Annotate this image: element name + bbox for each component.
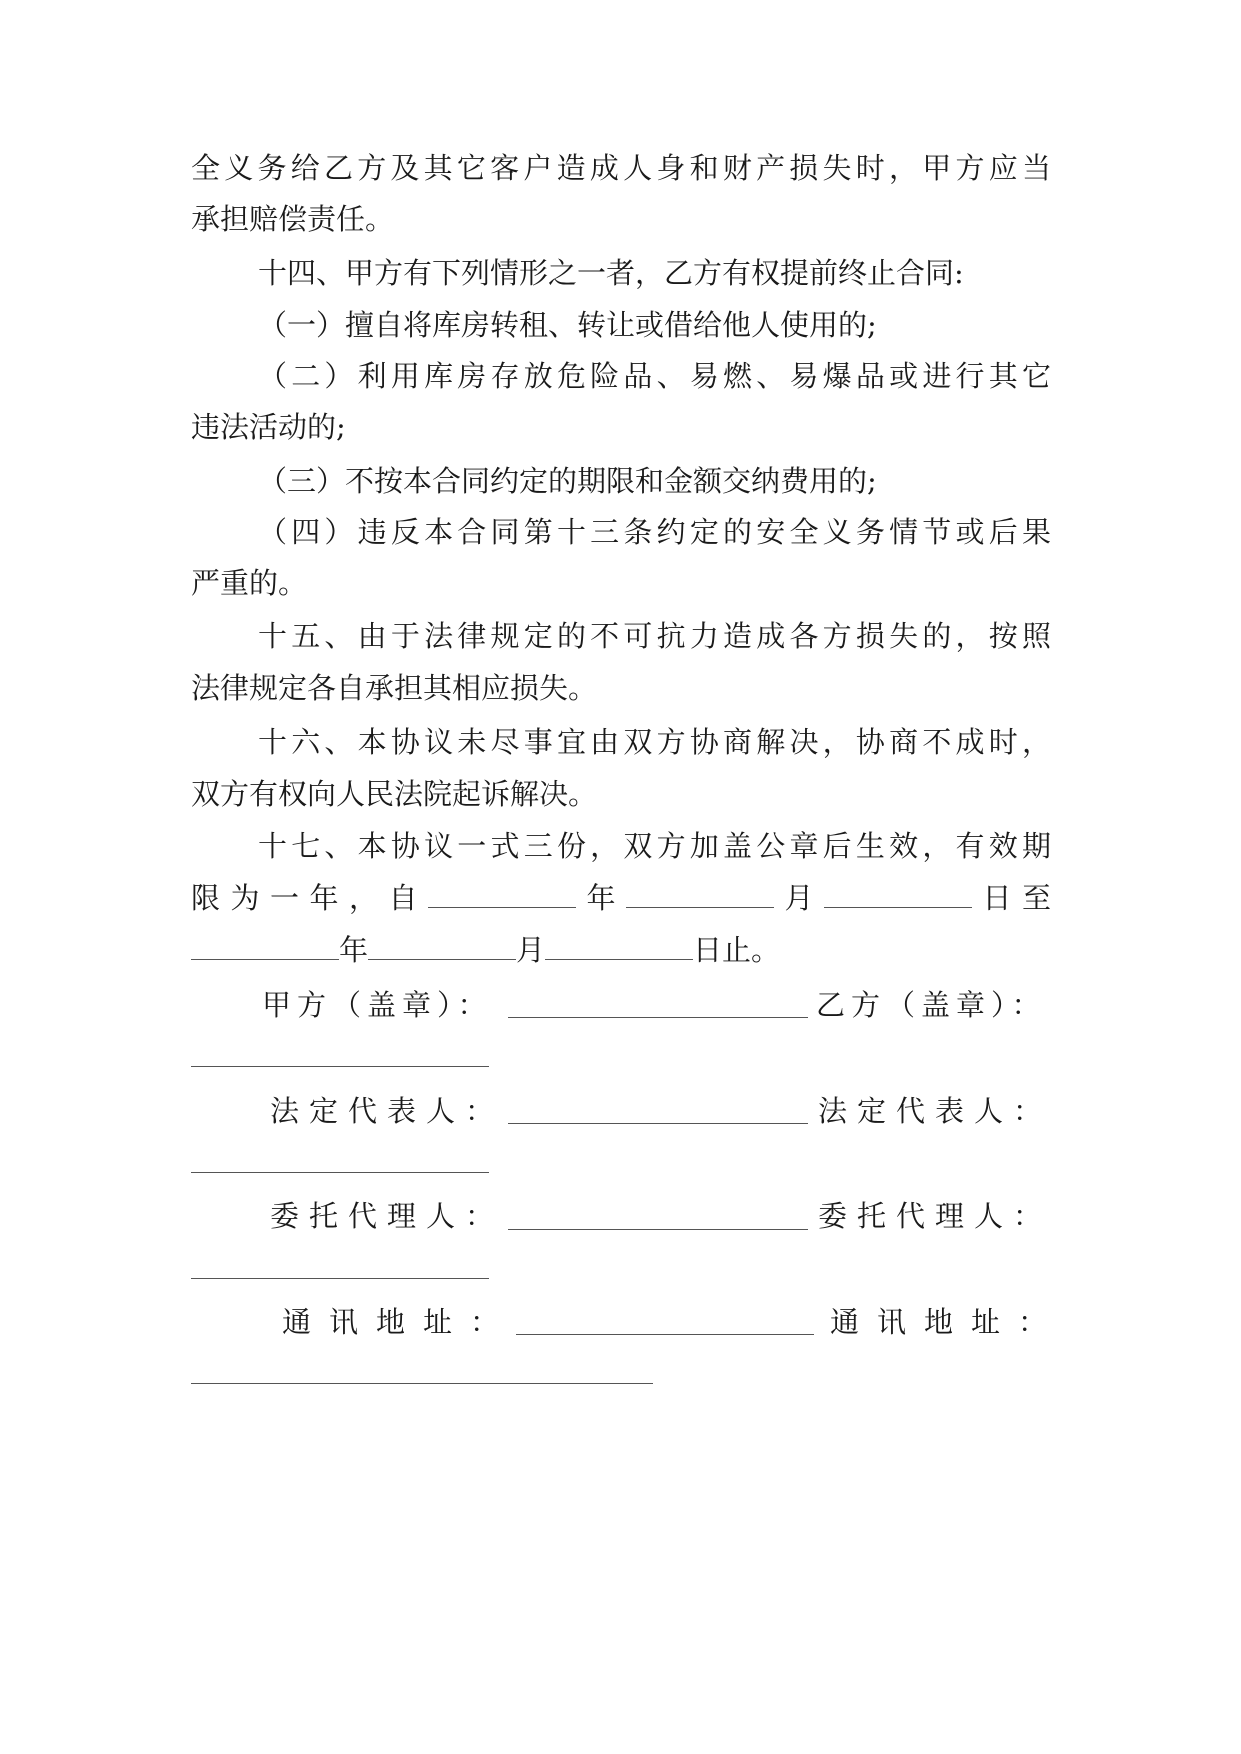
clause14-item4-line1: （四）违反本合同第十三条约定的安全义务情节或后果 [258,515,1051,549]
legal-rep-a-line[interactable] [508,1123,808,1124]
para13-line1: 全义务给乙方及其它客户造成人身和财产损失时，甲方应当 [191,151,1051,185]
agent-b-line[interactable] [191,1278,489,1279]
end-month-blank[interactable] [368,937,516,960]
clause17-term-prefix: 限为一年，自 [191,881,428,915]
start-month-label: 月 [773,881,824,915]
party-a-seal-label: 甲方（盖章）： [262,988,493,1022]
clause14-intro: 十四、甲方有下列情形之一者，乙方有权提前终止合同: [258,256,964,290]
end-day-blank[interactable] [545,937,693,960]
address-a-line[interactable] [516,1334,814,1335]
agent-a-line[interactable] [508,1229,808,1230]
clause14-item4-line2: 严重的。 [191,566,308,600]
start-year-blank[interactable] [428,885,576,908]
agent-a-label: 委托代理人： [270,1199,505,1233]
end-year-blank[interactable] [191,937,339,960]
clause15-line2: 法律规定各自承担其相应损失。 [191,671,598,705]
start-month-blank[interactable] [626,885,774,908]
clause16-line2: 双方有权向人民法院起诉解决。 [191,777,598,811]
legal-rep-b-label: 法定代表人： [818,1094,1053,1128]
start-day-blank[interactable] [824,885,972,908]
party-a-seal-line[interactable] [508,1017,808,1018]
start-day-label: 日至 [971,881,1051,915]
legal-rep-b-line[interactable] [191,1172,489,1173]
clause17-line3 [191,930,1051,970]
para13-line2: 承担赔偿责任。 [191,202,395,236]
clause14-item2-line1: （二）利用库房存放危险品、易燃、易爆品或进行其它 [258,359,1051,393]
party-b-seal-line[interactable] [191,1066,489,1067]
end-year-label: 年 [339,933,369,967]
legal-rep-a-label: 法定代表人： [270,1094,505,1128]
clause15-line1: 十五、由于法律规定的不可抗力造成各方损失的，按照 [258,619,1051,653]
party-b-seal-label: 乙方（盖章）： [816,988,1047,1022]
agent-b-label: 委托代理人： [818,1199,1053,1233]
end-month-label: 月 [516,933,546,967]
clause17-line1: 十七、本协议一式三份，双方加盖公章后生效，有效期 [258,829,1051,863]
clause17-line2 [191,878,1051,918]
clause14-item2-line2: 违法活动的; [191,410,346,444]
address-a-label: 通讯地址： [282,1305,518,1339]
clause14-item3: （三）不按本合同约定的期限和金额交纳费用的; [258,464,877,498]
start-year-label: 年 [575,881,626,915]
address-b-label: 通讯地址： [830,1305,1066,1339]
address-b-line[interactable] [191,1383,653,1384]
clause14-item1: （一）擅自将库房转租、转让或借给他人使用的; [258,308,877,342]
end-day-label: 日止。 [693,933,781,967]
clause16-line1: 十六、本协议未尽事宜由双方协商解决，协商不成时， [258,725,1051,759]
